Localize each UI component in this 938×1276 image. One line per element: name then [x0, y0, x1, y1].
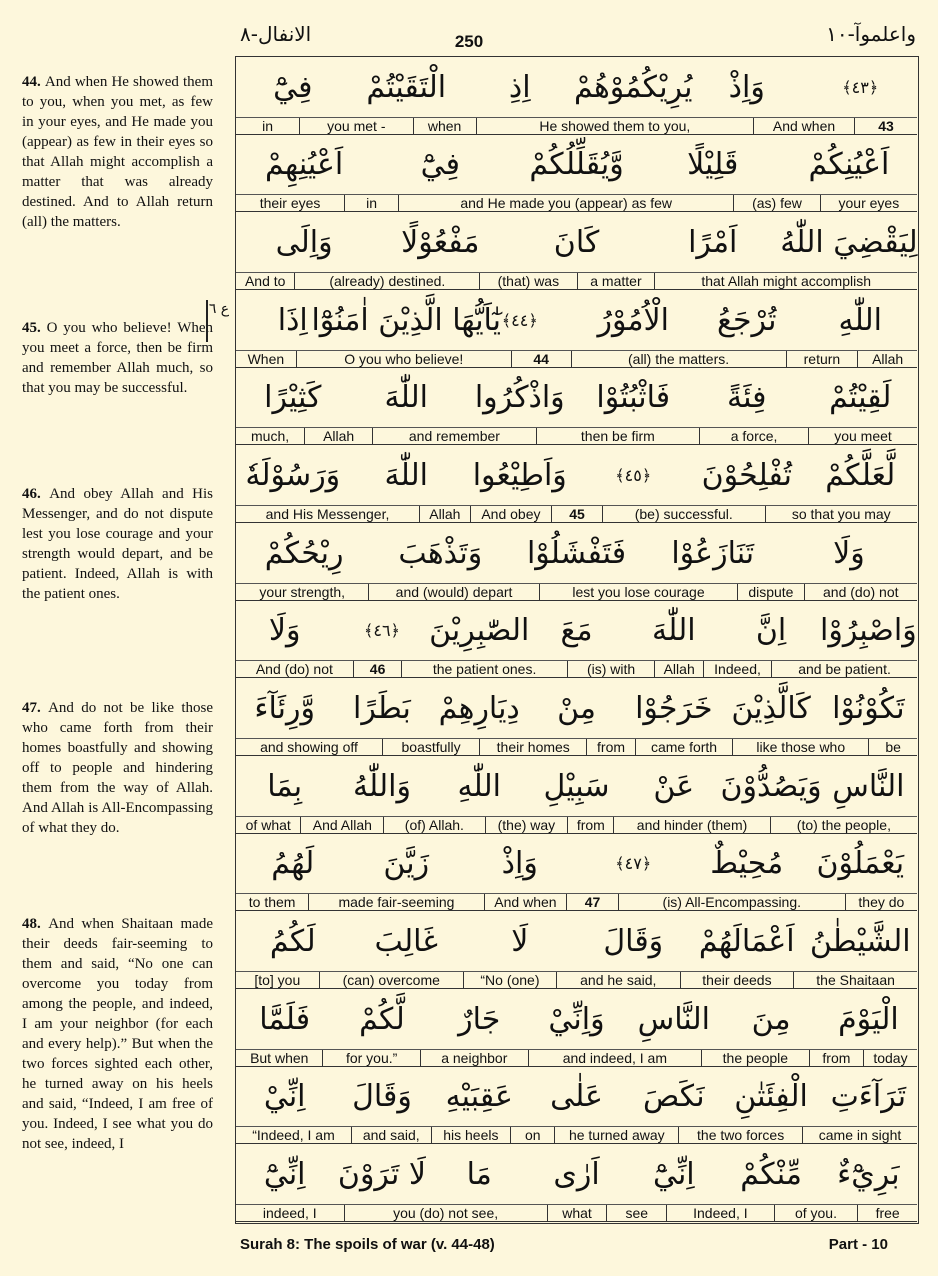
verse-number: 44. — [22, 74, 45, 90]
english-gloss-line — [236, 1127, 917, 1143]
english-gloss: But when — [250, 1049, 309, 1066]
arabic-word: مَفْعُوْلًا — [401, 225, 480, 261]
verse-end-marker: ﴿٤٤﴾ — [501, 310, 538, 330]
english-gloss-line — [236, 118, 917, 134]
arabic-word: وَاللّٰهُ — [352, 768, 411, 804]
translation-text: And do not be like those who came forth from their homes boastfully and showing off to people and hindering them from the way of Allah. And Allah is All-Encompassing of what they do. — [22, 700, 213, 836]
arabic-line — [236, 1067, 917, 1128]
arabic-word: عَنْ — [653, 768, 695, 804]
arabic-word: وَّيُقَلِّلُكُمْ — [529, 147, 624, 183]
english-gloss: from — [567, 817, 613, 833]
arabic-word: فَلَمَّا — [259, 1001, 311, 1037]
english-gloss: the patient ones. — [401, 661, 566, 677]
grid-row — [236, 911, 917, 989]
arabic-word: يَعْمَلُوْنَ — [816, 846, 905, 882]
arabic-word: اِنِّيْ — [263, 1079, 306, 1115]
english-gloss: (can) overcome — [319, 972, 463, 988]
arabic-word: اللّٰهَ — [384, 458, 428, 494]
english-gloss: indeed, I — [262, 1204, 317, 1221]
arabic-word: الشَّيْطٰنُ — [809, 924, 911, 960]
translation-verse-45 — [22, 318, 213, 398]
english-gloss: and hinder (them) — [613, 817, 769, 833]
english-gloss: of you. — [774, 1205, 858, 1221]
english-gloss: that Allah might accomplish — [654, 273, 917, 289]
arabic-word: الْيَوْمَ — [838, 1001, 899, 1037]
english-gloss: made fair-seeming — [308, 894, 483, 910]
english-gloss: today — [863, 1050, 917, 1066]
english-gloss: be — [868, 739, 917, 755]
arabic-word: النَّاسِ — [832, 768, 905, 804]
arabic-word: وَقَالَ — [603, 924, 664, 960]
english-gloss-line — [236, 506, 917, 522]
english-gloss: (as) few — [733, 195, 819, 211]
arabic-word: غَالِبَ — [374, 924, 438, 960]
grid-row — [236, 57, 917, 135]
english-gloss: and (would) depart — [368, 584, 538, 600]
english-gloss-line — [236, 661, 917, 677]
english-gloss: and showing off — [260, 738, 358, 755]
arabic-word: جَارٌ — [458, 1001, 501, 1037]
arabic-word: قَلِيْلًا — [687, 147, 739, 183]
arabic-word: وَتَذْهَبَ — [398, 535, 483, 571]
verse-end-marker: ﴿٤٧﴾ — [615, 854, 652, 874]
english-gloss: Allah — [304, 428, 372, 444]
english-gloss: He showed them to you, — [476, 118, 753, 134]
page-number: 250 — [454, 32, 484, 51]
header-surah-name: الانفال-٨ — [240, 22, 312, 46]
arabic-word: وَقَالَ — [352, 1079, 412, 1115]
english-gloss-line — [236, 972, 917, 988]
arabic-word: اللّٰهِ — [457, 768, 501, 804]
arabic-word: وَلَا — [833, 535, 865, 571]
arabic-word: سَبِيْلِ — [543, 768, 610, 804]
english-gloss-line — [236, 894, 917, 910]
english-gloss-line — [236, 351, 917, 367]
arabic-word: تَنَازَعُوْا — [671, 535, 755, 571]
english-gloss: to them — [248, 894, 296, 911]
english-gloss: a matter — [577, 273, 655, 289]
english-gloss: of what — [245, 816, 291, 833]
arabic-word: وَاِذْ — [728, 69, 765, 105]
english-gloss: in — [262, 117, 273, 134]
arabic-word: الْفِئَتٰنِ — [734, 1079, 808, 1115]
arabic-word: اَعْمَالَهُمْ — [698, 924, 795, 960]
english-gloss: and indeed, I am — [528, 1050, 701, 1066]
arabic-word: مُحِيْطٌ — [710, 846, 784, 882]
english-gloss: (that) was — [479, 273, 576, 289]
english-gloss: (of) Allah. — [383, 817, 484, 833]
english-gloss: “No (one) — [463, 972, 556, 988]
arabic-word: اَرٰى — [553, 1157, 600, 1193]
english-gloss: you meet — [808, 428, 917, 444]
arabic-word: بَرِيْٓءٌ — [837, 1157, 900, 1193]
arabic-word: لِيَقْضِيَ اللّٰهُ — [780, 225, 918, 261]
arabic-word: لَّعَلَّكُمْ — [825, 458, 896, 494]
english-gloss: Allah — [419, 506, 470, 522]
english-gloss: came forth — [635, 739, 732, 755]
english-gloss: then be firm — [536, 428, 699, 444]
english-gloss: his heels — [431, 1127, 511, 1143]
english-gloss: for you.” — [322, 1050, 419, 1066]
english-gloss: O you who believe! — [296, 351, 511, 367]
arabic-word: فَاثْبُتُوْا — [596, 380, 671, 416]
arabic-word: وَاصْبِرُوْا — [820, 613, 917, 649]
translation-verse-44 — [22, 72, 213, 232]
arabic-line — [236, 678, 917, 739]
arabic-word: اِنِّيْٓ — [263, 1157, 306, 1193]
english-gloss: Indeed, I — [666, 1205, 774, 1221]
arabic-word: نَكَصَ — [642, 1079, 705, 1115]
arabic-line — [236, 989, 917, 1050]
arabic-word: مِنْ — [557, 691, 596, 727]
grid-row — [236, 989, 917, 1067]
english-gloss: And to — [244, 272, 286, 289]
arabic-word: وَاِذْ — [501, 846, 538, 882]
verse-number-cell: 47 — [566, 894, 618, 910]
english-gloss: And obey — [470, 506, 551, 522]
english-gloss: (already) destined. — [294, 273, 479, 289]
arabic-word: تَكُوْنُوْا — [832, 691, 905, 727]
arabic-word: اَمْرًا — [688, 225, 738, 261]
arabic-word: اَعْيُنِكُمْ — [808, 147, 890, 183]
english-gloss: on — [510, 1127, 554, 1143]
arabic-line — [236, 523, 917, 584]
english-gloss: And when — [753, 118, 854, 134]
arabic-word: لَكُمُ — [269, 924, 316, 960]
arabic-word: اِنَّ — [755, 613, 787, 649]
english-gloss: a neighbor — [420, 1050, 528, 1066]
english-gloss-line — [236, 584, 917, 600]
grid-row — [236, 756, 917, 834]
arabic-word: مَا — [466, 1157, 492, 1193]
arabic-line — [236, 601, 917, 662]
english-gloss: Allah — [654, 661, 703, 677]
arabic-word: لَّكُمْ — [359, 1001, 405, 1037]
english-gloss: came in sight — [802, 1127, 917, 1143]
arabic-word: دِيَارِهِمْ — [438, 691, 520, 727]
arabic-word: عَلٰى — [550, 1079, 603, 1115]
english-gloss: dispute — [737, 584, 803, 600]
arabic-word: يُرِيْكُمُوْهُمْ — [574, 69, 693, 105]
arabic-line — [236, 445, 917, 506]
arabic-line — [236, 911, 917, 972]
translation-verse-46 — [22, 484, 213, 604]
translation-verse-47 — [22, 698, 213, 838]
english-gloss: and he said, — [556, 972, 680, 988]
grid-row — [236, 290, 917, 368]
english-gloss: their eyes — [259, 195, 321, 212]
arabic-line — [236, 834, 917, 895]
english-gloss: “Indeed, I am — [252, 1127, 335, 1144]
english-gloss: much, — [251, 428, 290, 445]
arabic-word: اِذِ — [508, 69, 531, 105]
arabic-word: لَهُمُ — [271, 846, 315, 882]
verse-number-cell: 46 — [353, 661, 402, 677]
english-gloss: and said, — [351, 1127, 431, 1143]
english-gloss: and remember — [372, 428, 535, 444]
arabic-word: اِنِّيْٓ — [652, 1157, 695, 1193]
english-gloss: (to) the people, — [770, 817, 917, 833]
arabic-word: الْتَقَيْتُمْ — [366, 69, 447, 105]
grid-row — [236, 368, 917, 446]
english-gloss: so that you may — [765, 506, 917, 522]
english-gloss: when — [413, 118, 476, 134]
english-gloss: When — [247, 350, 285, 367]
english-gloss: like those who — [732, 739, 868, 755]
english-gloss: [to] you — [254, 971, 301, 988]
english-gloss: the people — [701, 1050, 809, 1066]
english-gloss-line — [236, 195, 917, 211]
arabic-word: كَانَ — [553, 225, 600, 261]
translation-text: And obey Allah and His Messenger, and do not dispute lest you lose courage and your strength would depart, and be patient. Indeed, Allah is with the patient ones. — [22, 486, 213, 602]
grid-row — [236, 1067, 917, 1145]
arabic-word: فِيْٓ — [273, 69, 313, 105]
english-gloss: (is) All-Encompassing. — [618, 894, 845, 910]
arabic-word: لَا تَرَوْنَ — [337, 1157, 426, 1193]
english-gloss: what — [547, 1205, 607, 1221]
english-gloss: your eyes — [820, 195, 917, 211]
arabic-word: كَثِيْرًا — [264, 380, 322, 416]
grid-row — [236, 834, 917, 912]
english-gloss: lest you lose courage — [539, 584, 738, 600]
arabic-word: عَقِبَيْهِ — [445, 1079, 513, 1115]
verse-end-marker: ﴿٤٦﴾ — [363, 621, 400, 641]
grid-row — [236, 523, 917, 601]
english-gloss-line — [236, 1050, 917, 1066]
english-gloss: he turned away — [554, 1127, 678, 1143]
english-gloss: free — [857, 1205, 917, 1221]
english-gloss: you (do) not see, — [344, 1205, 547, 1221]
arabic-word: خَرَجُوْا — [635, 691, 713, 727]
english-gloss: your strength, — [259, 583, 346, 600]
english-gloss: from — [809, 1050, 863, 1066]
arabic-word: وَلَا — [268, 613, 301, 649]
arabic-word: لَقِيْتُمْ — [829, 380, 892, 416]
grid-row — [236, 1144, 917, 1222]
arabic-word: اللّٰهَ — [652, 613, 696, 649]
arabic-word: وَاِنِّيْ — [548, 1001, 605, 1037]
english-gloss: (is) with — [567, 661, 655, 677]
english-gloss: And (do) not — [255, 661, 333, 678]
verse-end-marker: ﴿٤٥﴾ — [615, 466, 652, 486]
english-gloss: (all) the matters. — [571, 351, 786, 367]
arabic-line — [236, 212, 917, 273]
arabic-line — [236, 135, 917, 196]
arabic-word: تُرْجَعُ — [717, 302, 777, 338]
translation-text: And when He showed them to you, when you met, as few in your eyes, and He made you (appear) as few in their eyes so that Allah might accomplish a matter that was already destined. And to Allah return (all) the matters. — [22, 74, 213, 230]
arabic-word: زَيَّنَ — [383, 846, 430, 882]
arabic-word: رِيْحُكُمْ — [264, 535, 344, 571]
english-gloss: And when — [484, 894, 567, 910]
english-gloss: you met - — [299, 118, 413, 134]
arabic-word: وَيَصُدُّوْنَ — [720, 768, 822, 804]
word-by-word-grid — [235, 56, 919, 1224]
english-gloss-line — [236, 1205, 917, 1221]
english-gloss: see — [606, 1205, 666, 1221]
english-gloss: Allah — [857, 351, 917, 367]
verse-number: 47. — [22, 700, 49, 716]
arabic-line — [236, 57, 917, 118]
english-gloss: a force, — [699, 428, 808, 444]
english-gloss: (be) successful. — [602, 506, 765, 522]
english-gloss: and (do) not — [804, 584, 918, 600]
arabic-word: لَا — [511, 924, 529, 960]
translation-verse-48 — [22, 914, 213, 1154]
arabic-word: وَاذْكُرُوا — [474, 380, 565, 416]
header-juz-name: واعلموآ-١٠ — [826, 22, 916, 46]
arabic-word: كَالَّذِيْنَ — [731, 691, 811, 727]
arabic-line — [236, 756, 917, 817]
grid-row — [236, 212, 917, 290]
arabic-word: الصّٰبِرِيْنَ — [429, 613, 530, 649]
arabic-word: مِنَ — [751, 1001, 791, 1037]
arabic-word: الْاُمُوْرُ — [597, 302, 669, 338]
arabic-line — [236, 1144, 917, 1205]
grid-row — [236, 445, 917, 523]
arabic-word: وَاِلَى — [275, 225, 333, 261]
english-gloss-line — [236, 817, 917, 833]
arabic-word: اللّٰهِ — [838, 302, 882, 338]
english-gloss: (the) way — [485, 817, 568, 833]
footer-surah-title: Surah 8: The spoils of war (v. 44-48) — [240, 1236, 495, 1253]
verse-end-marker: ﴿٤٣﴾ — [842, 77, 879, 97]
english-gloss: and His Messenger, — [265, 505, 390, 522]
grid-row — [236, 135, 917, 213]
arabic-word: اللّٰهَ — [384, 380, 428, 416]
english-gloss: their deeds — [680, 972, 794, 988]
arabic-word: بَطَرًا — [353, 691, 411, 727]
grid-row — [236, 601, 917, 679]
verse-number: 46. — [22, 486, 50, 502]
arabic-word: وَاَطِيْعُوا — [472, 458, 567, 494]
arabic-word: وَّرِئَآءَ — [254, 691, 315, 727]
ruku-marker: ع ٦ — [206, 300, 230, 342]
arabic-word: فَتَفْشَلُوْا — [526, 535, 627, 571]
english-gloss: Indeed, — [703, 661, 771, 677]
english-gloss: their homes — [479, 739, 586, 755]
arabic-word: اِذَا — [277, 302, 308, 338]
arabic-word: بِمَا — [267, 768, 303, 804]
english-gloss: the Shaitaan — [793, 972, 917, 988]
arabic-word: فِئَةً — [727, 380, 767, 416]
verse-number: 48. — [22, 916, 49, 932]
translation-text: And when Shaitaan made their deeds fair-seeming to them and said, “No one can overcome you today from among the people, and indeed, I am your neighbor (for each and every help).” But when the two forces sighted each other, he turned away on his heels and said, “Indeed, I am free of you. Indeed, I see what you do not see, indeed, I — [22, 916, 213, 1152]
arabic-word: تُفْلِحُوْنَ — [701, 458, 792, 494]
english-gloss-line — [236, 739, 917, 755]
arabic-line — [236, 368, 917, 429]
english-gloss: they do — [845, 894, 917, 910]
arabic-word: يٰٓاَيُّهَا الَّذِيْنَ اٰمَنُوْٓا — [311, 302, 502, 338]
english-gloss-line — [236, 273, 917, 289]
english-gloss: and be patient. — [771, 661, 917, 677]
verse-number-cell: 45 — [551, 506, 602, 522]
english-gloss: and He made you (appear) as few — [398, 195, 733, 211]
verse-number-cell: 44 — [511, 351, 571, 367]
verse-number-cell: 43 — [854, 118, 917, 134]
verse-number: 45. — [22, 320, 47, 336]
english-gloss: from — [586, 739, 635, 755]
arabic-word: وَرَسُوْلَهٗ — [245, 458, 341, 494]
english-gloss: And Allah — [300, 817, 383, 833]
arabic-line — [236, 290, 917, 351]
arabic-word: تَرَآءَتِ — [830, 1079, 907, 1115]
arabic-word: اَعْيُنِهِمْ — [265, 147, 344, 183]
translation-text: O you who believe! When you meet a force, then be firm and remember Allah much, so that you may be successful. — [22, 320, 214, 396]
english-gloss: boastfully — [382, 739, 479, 755]
footer-part-label: Part - 10 — [828, 1236, 888, 1253]
english-gloss: the two forces — [678, 1127, 802, 1143]
arabic-word: النَّاسِ — [637, 1001, 710, 1037]
arabic-word: فِيْٓ — [420, 147, 460, 183]
english-gloss: in — [344, 195, 398, 211]
arabic-word: مِّنْكُمْ — [740, 1157, 802, 1193]
english-gloss-line — [236, 428, 917, 444]
grid-row — [236, 678, 917, 756]
english-gloss: return — [786, 351, 858, 367]
arabic-word: مَعَ — [560, 613, 593, 649]
